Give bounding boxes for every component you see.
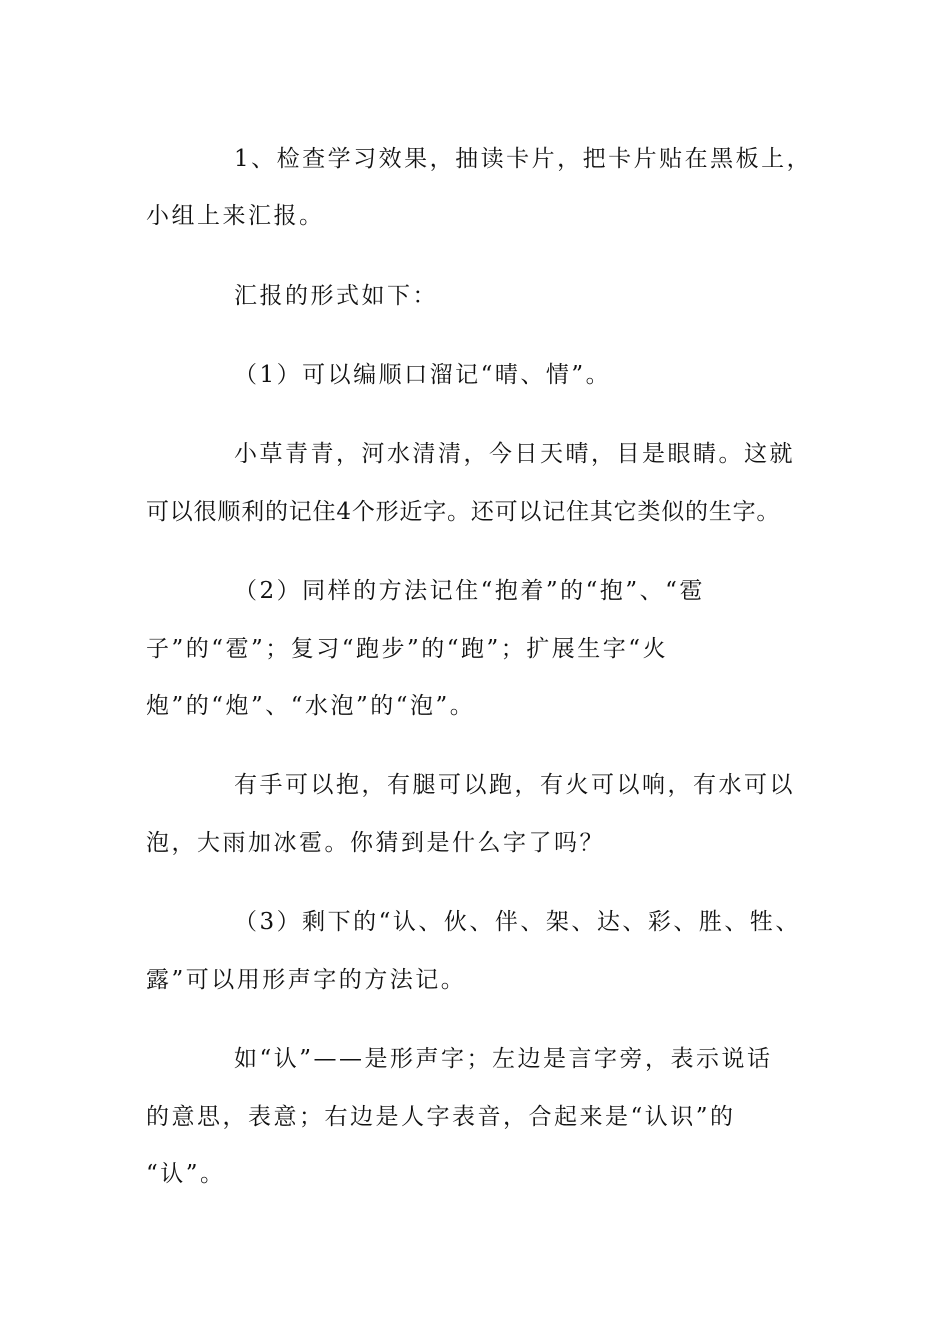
paragraph-7-line-1: （3）剩下的“认、伙、伴、架、达、彩、胜、牲、 [234,909,801,935]
paragraph-6-line-1: 有手可以抱，有腿可以跑，有火可以响，有水可以 [234,772,795,798]
paragraph-5-line-1: （2）同样的方法记住“抱着”的“抱”、“雹 [234,578,705,604]
paragraph-5-line-3: 炮”的“炮”、“水泡”的“泡”。 [146,693,476,719]
paragraph-5-line-2: 子”的“雹”；复习“跑步”的“跑”；扩展生字“火 [146,636,669,662]
paragraph-8-line-2: 的意思，表意；右边是人字表音，合起来是“认识”的 [146,1104,736,1130]
paragraph-1-line-1: 1、检查学习效果，抽读卡片，把卡片贴在黑板上， [234,146,813,172]
paragraph-3-line-1: （1）可以编顺口溜记“晴、情”。 [234,362,612,388]
paragraph-8-line-3: “认”。 [146,1161,226,1187]
paragraph-2-line-1: 汇报的形式如下： [234,283,438,309]
paragraph-4-line-1: 小草青青，河水清清，今日天晴，目是眼睛。这就 [234,441,795,467]
paragraph-7-line-2: 露”可以用形声字的方法记。 [146,967,467,993]
paragraph-8-line-1: 如“认”——是形声字；左边是言字旁，表示说话 [234,1046,773,1072]
paragraph-1-line-2: 小组上来汇报。 [146,203,325,229]
paragraph-6-line-2: 泡，大雨加冰雹。你猜到是什么字了吗？ [146,830,605,856]
paragraph-4-line-2: 可以很顺利的记住4个形近字。还可以记住其它类似的生字。 [146,499,781,525]
